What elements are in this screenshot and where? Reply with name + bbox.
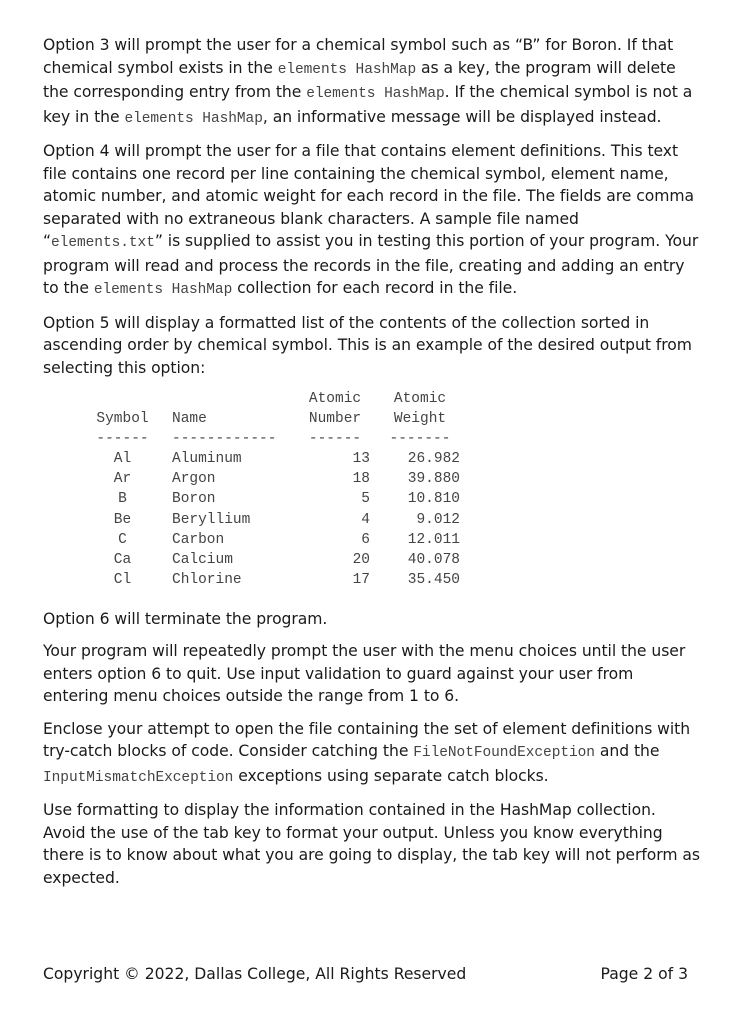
text-run: , an informative message will be displayed instead. xyxy=(262,107,662,126)
table-header-top xyxy=(93,389,703,409)
symbol-cell: C xyxy=(118,531,127,548)
header-cell: Weight xyxy=(393,411,447,428)
name-cell: Chlorine xyxy=(172,571,242,588)
divider-cell: ------------ xyxy=(172,431,277,448)
paragraph-option-6: Option 6 will terminate the program. xyxy=(43,609,328,628)
symbol-cell: Cl xyxy=(113,571,132,588)
text-run: ” is supplied to assist you in testing this portion of your program. Your program will read and process the records in the file, creating and adding an entry to the xyxy=(43,232,699,297)
weight-cell: 12.011 xyxy=(407,531,460,548)
sample-output-table xyxy=(93,389,703,590)
weight-cell: 40.078 xyxy=(407,551,460,568)
text-run: . If the chemical symbol is not a key in the xyxy=(43,83,693,126)
number-cell: 4 xyxy=(361,511,370,528)
table-divider xyxy=(93,429,703,449)
number-cell: 6 xyxy=(361,531,370,548)
paragraph-option-5: Option 5 will display a formatted list of the contents of the collection sorted in ascending order by chemical symbol. This is an example of the desired output from selecting this option: xyxy=(43,313,692,377)
text-run: collection for each record in the file. xyxy=(232,279,518,297)
symbol-cell: Be xyxy=(113,511,132,528)
text-run: exceptions using separate catch blocks. xyxy=(233,766,549,785)
code-run: elements HashMap xyxy=(93,282,233,298)
paragraph-repeat: Your program will repeatedly prompt the user with the menu choices until the user enters option 6 to quit. Use input validation to guard against your user from entering menu choices outside the range from 1 to 6. xyxy=(43,642,686,706)
symbol-cell: Al xyxy=(113,451,132,468)
weight-cell: 39.880 xyxy=(407,471,460,488)
header-cell xyxy=(172,389,300,409)
weight-cell: 35.450 xyxy=(407,571,460,588)
table-row xyxy=(93,550,703,570)
code-run: elements HashMap xyxy=(277,61,417,78)
paragraph-enclose xyxy=(43,718,703,790)
symbol-cell: B xyxy=(118,491,127,508)
table-row xyxy=(93,469,703,489)
divider-cell: ------ xyxy=(96,431,149,448)
table-row xyxy=(93,510,703,530)
table-row xyxy=(93,449,703,469)
number-cell: 13 xyxy=(352,451,370,468)
paragraph-formatting: Use formatting to display the information contained in the HashMap collection. Avoid the use of the tab key to format your output. Unless you know everything there is to know about what you are going to display, the tab key will not perform as expected. xyxy=(43,801,700,887)
number-cell: 5 xyxy=(361,491,370,508)
table-header xyxy=(93,409,703,429)
number-cell: 18 xyxy=(352,471,370,488)
name-cell: Boron xyxy=(172,491,216,508)
paragraph-option-3 xyxy=(43,34,703,130)
paragraph-option-4 xyxy=(43,140,703,302)
name-cell: Calcium xyxy=(172,551,233,568)
text-run: Option 3 will prompt the user for a chemical symbol such as “B” for Boron. If that chemical symbol exists in the xyxy=(43,36,674,77)
header-cell: Atomic xyxy=(393,391,447,407)
number-cell: 17 xyxy=(352,571,370,588)
name-cell: Beryllium xyxy=(172,511,251,528)
header-cell xyxy=(93,389,152,409)
header-cell: Number xyxy=(308,411,362,428)
text-run: Enclose your attempt to open the file containing the set of element definitions with try-catch blocks of code. Consider catching the xyxy=(43,719,691,761)
code-run: elements HashMap xyxy=(306,86,445,102)
code-run: InputMismatchException xyxy=(43,769,234,786)
code-run: elements HashMap xyxy=(124,110,263,127)
code-run: elements.txt xyxy=(51,235,155,251)
table-row xyxy=(93,530,703,550)
copyright-notice: Copyright © 2022, Dallas College, All Rights Reserved xyxy=(43,965,467,983)
divider-cell: ------- xyxy=(389,431,451,448)
header-cell: Symbol xyxy=(96,411,149,428)
table-body xyxy=(93,449,703,590)
symbol-cell: Ca xyxy=(113,551,132,568)
code-run: FileNotFoundException xyxy=(413,745,595,762)
weight-cell: 26.982 xyxy=(407,451,460,468)
text-run: Option 4 will prompt the user for a file that contains element definitions. This text file contains one record per line containing the chemical symbol, element name, atomic number, and atomic weight for each record in the file. The fields are comma separated with no extraneous blank characters. A sample file named “ xyxy=(43,142,695,250)
document-page xyxy=(43,34,703,899)
weight-cell: 9.012 xyxy=(416,511,460,528)
header-cell: Atomic xyxy=(308,391,362,407)
divider-cell: ------ xyxy=(308,431,362,448)
name-cell: Carbon xyxy=(172,531,225,548)
text-run: as a key, the program will delete the corresponding entry from the xyxy=(43,58,676,101)
text-run: and the xyxy=(594,742,660,761)
name-cell: Argon xyxy=(172,471,216,488)
weight-cell: 10.810 xyxy=(407,491,460,508)
symbol-cell: Ar xyxy=(113,471,132,488)
page-footer xyxy=(43,963,688,985)
header-cell: Name xyxy=(172,411,207,428)
page-number: Page 2 of 3 xyxy=(600,965,688,983)
name-cell: Aluminum xyxy=(172,451,242,468)
table-row xyxy=(93,489,703,509)
table-row xyxy=(93,570,703,590)
number-cell: 20 xyxy=(352,551,370,568)
